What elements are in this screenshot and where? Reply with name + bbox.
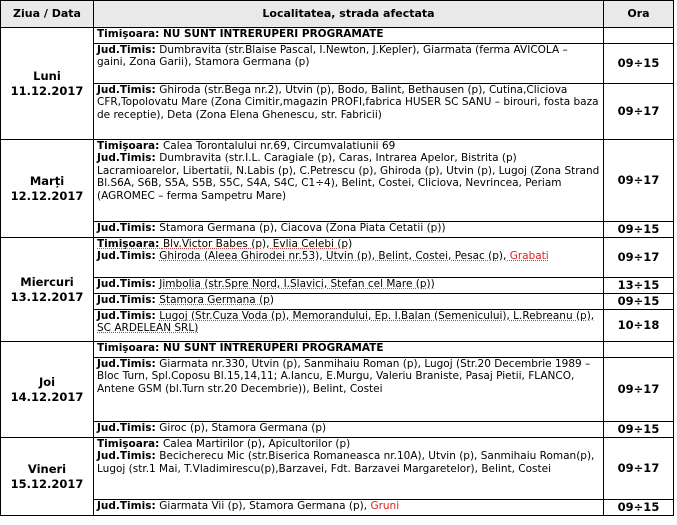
day-date: 14.12.2017	[10, 389, 84, 404]
locality-text: Stamora Germana (p)	[159, 294, 274, 306]
locality-text: Calea Martirilor (p), Apicultorilor (p)	[162, 438, 351, 450]
region-label: Jud.Timis:	[97, 222, 160, 234]
locality-cell	[94, 500, 604, 516]
hour-cell: 09÷17	[604, 84, 674, 140]
day-name: Miercuri	[20, 274, 74, 289]
hour-cell: 09÷17	[604, 358, 674, 422]
day-cell	[1, 438, 94, 516]
hour-cell: 09÷15	[604, 222, 674, 238]
region-label: Timişoara: NU SUNT INTRERUPERI PROGRAMATE	[97, 28, 384, 40]
hour-column-header: Ora	[604, 1, 674, 28]
day-cell	[1, 28, 94, 140]
day-date-column-header: Ziua / Data	[1, 1, 94, 28]
day-cell	[1, 238, 94, 342]
hour-cell	[604, 342, 674, 358]
hour-cell: 13÷15	[604, 278, 674, 294]
hour-cell: 09÷17	[604, 438, 674, 500]
table-row	[1, 44, 674, 84]
locality-text: Dumbravita (str.I.L. Caragiale (p), Caras, Intrarea Apelor, Bistrita (p) Lacramioarelor, Libertatii, N.Labis (p), C.Petrescu (p), Ghiroda (p), Utvin (p), Lugoj (Zona Strand Bl.S6A, S6B, S5A, S5B, S5C, S4A, S4C, C1÷4), Belint, Costei, Cliciova, Nevrincea, Periam (AGROMEC – ferma Sampetru Mare)	[97, 152, 600, 202]
hour-cell: 09÷17	[604, 238, 674, 278]
locality-cell	[94, 278, 604, 294]
region-label: Jud.Timis:	[97, 44, 160, 56]
region-label: Jud.Timis:	[97, 250, 160, 263]
region-label: Jud.Timis:	[97, 310, 160, 322]
table-row	[1, 294, 674, 310]
table-row	[1, 84, 674, 140]
day-name: Luni	[33, 68, 61, 83]
region-label: Jud.Timis:	[97, 358, 160, 370]
locality-text: Giarmata Vii (p), Stamora Germana (p),	[159, 500, 371, 512]
locality-cell	[94, 438, 604, 500]
locality-cell	[94, 28, 604, 44]
locality-text: Stamora Germana (p), Ciacova (Zona Piata Cetatii (p))	[159, 222, 446, 234]
header-row	[1, 1, 674, 28]
locality-text: Calea Torontalului nr.69, Circumvalatiunii 69	[162, 140, 396, 152]
locality-text: Dumbravita (str.Blaise Pascal, I.Newton, J.Kepler), Giarmata (ferma AVICOLA – gaini, Zona Garii), Stamora Germana (p)	[97, 44, 568, 69]
hour-cell: 09÷15	[604, 44, 674, 84]
highlighted-locality: Grabati	[509, 250, 549, 263]
region-label: Jud.Timis:	[97, 422, 160, 434]
region-label: Jud.Timis:	[97, 84, 160, 96]
locality-cell	[94, 342, 604, 358]
locality-text: Blv.Victor Babes (p), Evlia Celebi (p)	[162, 238, 353, 250]
locality-cell	[94, 294, 604, 310]
locality-cell	[94, 422, 604, 438]
table-row	[1, 278, 674, 294]
table-row	[1, 342, 674, 358]
locality-text: Ghiroda (str.Bega nr.2), Utvin (p), Bodo, Balint, Bethausen (p), Cutina,Cliciova CFR,Topolovatu Mare (Zona Cimitir,magazin PROFI,fabrica HUSER SC SANU – birouri, fosta baza de receptie), Deta (Zona Elena Ghenescu, str. Fabricii)	[97, 84, 599, 121]
table-row	[1, 358, 674, 422]
locality-cell	[94, 140, 604, 222]
day-date: 13.12.2017	[10, 289, 84, 304]
highlighted-locality: Gruni	[370, 500, 400, 512]
day-date: 11.12.2017	[10, 83, 84, 98]
locality-cell	[94, 310, 604, 342]
hour-cell: 09÷15	[604, 294, 674, 310]
table-row	[1, 222, 674, 238]
region-label: Jud.Timis:	[97, 278, 160, 290]
locality-cell	[94, 358, 604, 422]
locality-cell	[94, 44, 604, 84]
day-cell	[1, 140, 94, 238]
table-row	[1, 140, 674, 222]
day-date: 15.12.2017	[10, 476, 84, 491]
hour-cell: 09÷15	[604, 500, 674, 516]
region-label: Jud.Timis:	[97, 500, 160, 512]
table-row	[1, 28, 674, 44]
day-name: Vineri	[27, 461, 67, 476]
schedule-body	[1, 28, 674, 516]
locality-cell	[94, 222, 604, 238]
region-label: Jud.Timis:	[97, 450, 160, 463]
locality-column-header: Localitatea, strada afectata	[94, 1, 604, 28]
table-row	[1, 438, 674, 500]
locality-text: Giarmata nr.330, Utvin (p), Sanmihaiu Roman (p), Lugoj (Str.20 Decembrie 1989 – Bloc Turn, Spl.Coposu Bl.15,14,11; A.Iancu, E.Murgu, Valeriu Braniste, Pasaj Pietii, FLANCO, Antene GSM (bl.Turn str.20 Decembrie)), Belint, Costei	[97, 358, 591, 395]
region-label: Timişoara:	[97, 140, 163, 152]
day-name: Joi	[38, 374, 56, 389]
locality-cell	[94, 84, 604, 140]
table-row	[1, 310, 674, 342]
hour-cell	[604, 28, 674, 44]
day-cell	[1, 342, 94, 438]
locality-text: Jimbolia (str.Spre Nord, I.Slavici, Stefan cel Mare (p))	[159, 278, 435, 290]
region-label: Timişoara: NU SUNT INTRERUPERI PROGRAMATE	[97, 342, 384, 354]
region-label: Jud.Timis:	[97, 152, 160, 165]
locality-text: Giroc (p), Stamora Germana (p)	[159, 422, 327, 434]
hour-cell: 09÷17	[604, 140, 674, 222]
region-label: Jud.Timis:	[97, 294, 160, 306]
locality-text: Becicherecu Mic (str.Biserica Romaneasca nr.10A), Utvin (p), Sanmihaiu Roman(p), Lugoj (str.1 Mai, T.Vladimirescu(p),Barzavei, Fdt. Barzavei Margaretelor), Belint, Costei	[97, 450, 595, 475]
hour-cell: 09÷15	[604, 422, 674, 438]
region-label: Timişoara:	[97, 438, 163, 450]
day-date: 12.12.2017	[10, 188, 84, 203]
table-row	[1, 422, 674, 438]
hour-cell: 10÷18	[604, 310, 674, 342]
locality-cell	[94, 238, 604, 278]
table-row	[1, 238, 674, 278]
region-label: Timişoara:	[97, 238, 163, 250]
table-row	[1, 500, 674, 516]
locality-text: Ghiroda (Aleea Ghirodei nr.53), Utvin (p), Belint, Costei, Pesac (p),	[159, 250, 510, 263]
locality-text: Lugoj (Str.Cuza Voda (p), Memorandului, Ep. I.Balan (Semenicului), L.Rebreanu (p), SC ARDELEAN SRL)	[97, 310, 595, 335]
day-name: Marți	[29, 173, 65, 188]
